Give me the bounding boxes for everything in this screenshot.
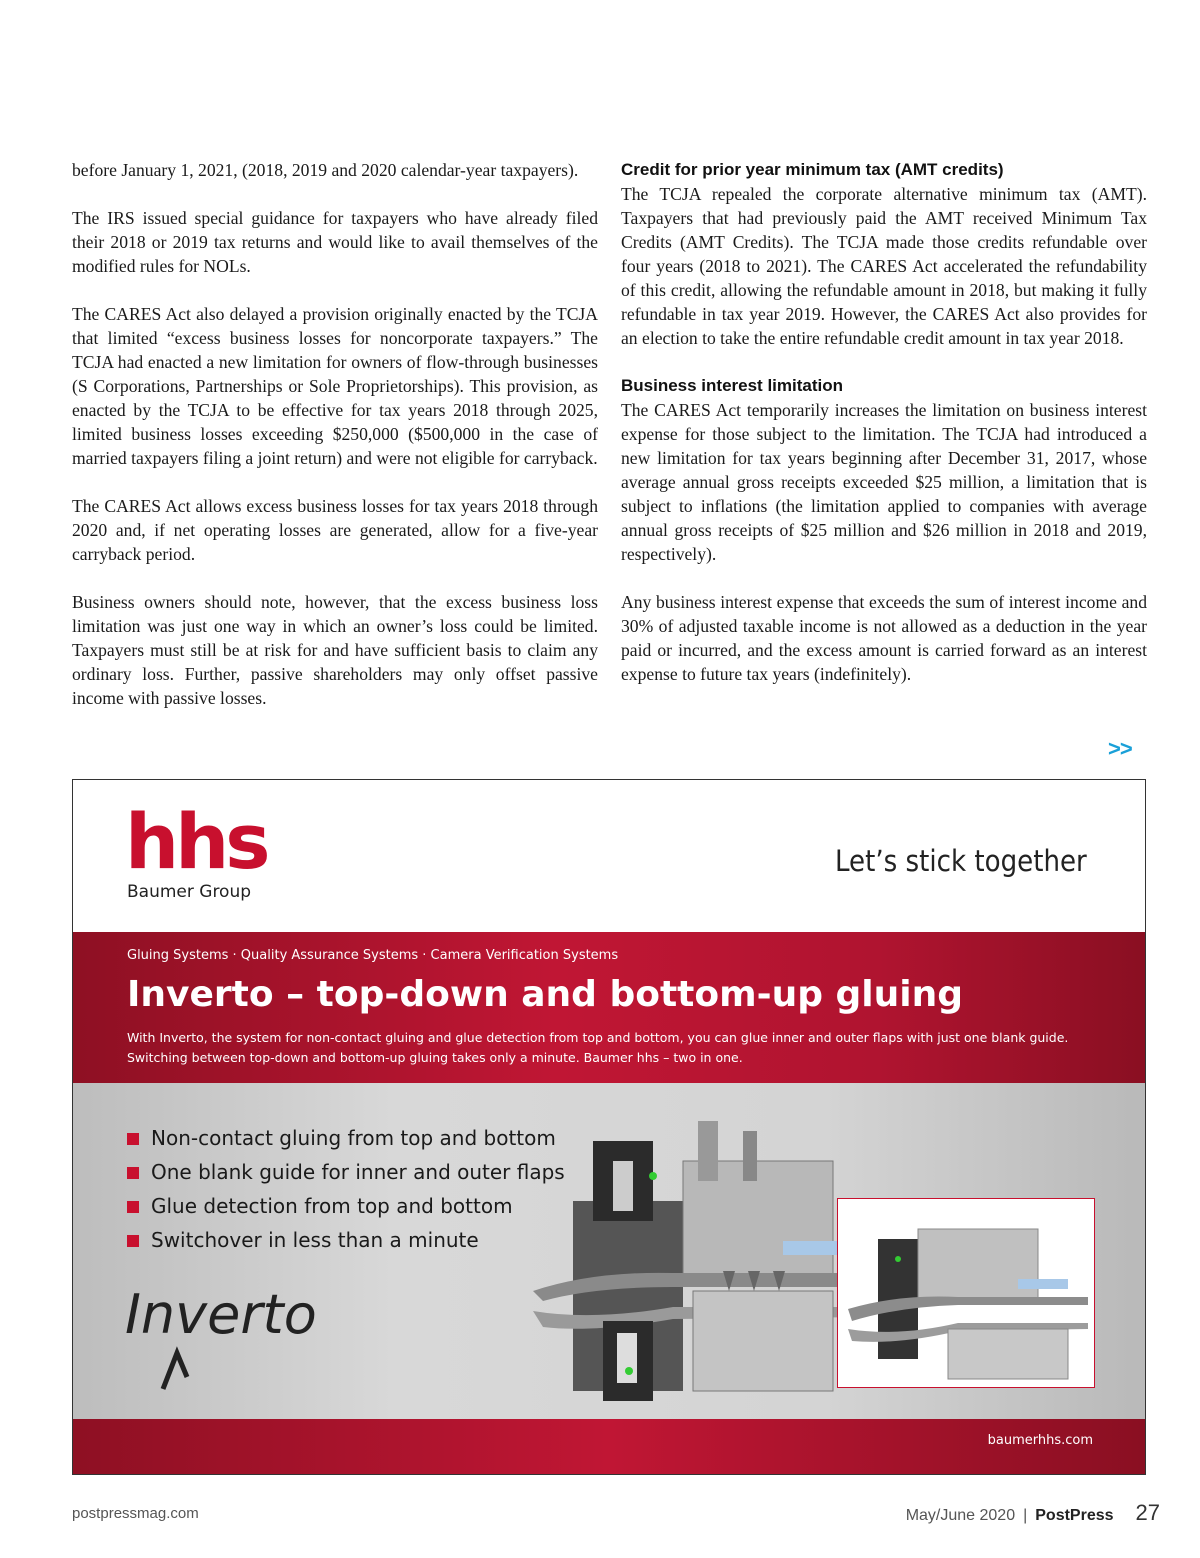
right-column xyxy=(621,158,1147,710)
bullet-square-icon xyxy=(127,1201,139,1213)
baumer-group-label: Baumer Group xyxy=(127,882,252,902)
ad-red-band xyxy=(73,932,1145,1083)
inset-machine-image xyxy=(837,1198,1095,1388)
right-paragraph-1: The TCJA repealed the corporate alternative minimum tax (AMT). Taxpayers that had previously paid the AMT received Minimum Tax Credits (AMT Credits). The TCJA made those credits refundable over four years (2018 to 2021). The CARES Act accelerated the refundability of this credit, allowing the refundable amount in 2018, but making it fully refundable in tax year 2019. However, the CARES Act also provides for an election to take the entire refundable credit amount in tax year 2018. xyxy=(621,184,1147,348)
advertisement[interactable] xyxy=(72,779,1146,1475)
right-paragraph-3: Any business interest expense that exceeds the sum of interest income and 30% of adjusted taxable income is not allowed as a deduction in the year paid or incurred, and the excess amount is carried forward as an interest expense to future tax years (indefinitely). xyxy=(621,592,1147,684)
footer-magazine-name: PostPress xyxy=(1035,1507,1114,1524)
inverto-logo xyxy=(125,1271,335,1391)
left-paragraph-5: Business owners should note, however, that the excess business loss limitation was just one way in which an owner’s loss could be limited. Taxpayers must still be at risk for and have sufficient basis to claim any ordinary loss. Further, passive shareholders may only offset passive income with passive losses. xyxy=(72,592,598,708)
footer-separator: | xyxy=(1023,1507,1028,1524)
footer-issue-info xyxy=(906,1500,1160,1526)
ad-website-link[interactable]: baumerhhs.com xyxy=(987,1433,1093,1448)
ad-product-area xyxy=(73,1083,1145,1419)
ad-categories: Gluing Systems · Quality Assurance Systems · Camera Verification Systems xyxy=(127,948,619,963)
bullet-square-icon xyxy=(127,1133,139,1145)
hhs-logo: hhs xyxy=(125,797,267,886)
feature-item: Non-contact gluing from top and bottom xyxy=(127,1121,565,1155)
right-paragraph-2: The CARES Act temporarily increases the limitation on business interest expense for those subject to the limitation. The TCJA had introduced a new limitation for tax years beginning after December 31, 2017, whose average annual gross receipts exceeded $25 million, a limitation that is subject to inflations (the limitation applied to companies with average annual gross receipts of $25 million and $26 million in 2018 and 2019, respectively). xyxy=(621,400,1147,564)
page-number: 27 xyxy=(1135,1500,1160,1525)
feature-list xyxy=(127,1121,565,1257)
heading-business-interest: Business interest limitation xyxy=(621,376,843,395)
ad-header xyxy=(73,780,1145,932)
left-column xyxy=(72,158,598,734)
ad-footer-band xyxy=(73,1419,1145,1475)
left-paragraph-3: The CARES Act also delayed a provision originally enacted by the TCJA that limited “excess business losses for noncorporate taxpayers.” The TCJA had enacted a new limitation for owners of flow-through businesses (S Corporations, Partnerships or Sole Proprietorships). This provision, as enacted by the TCJA to be effective for tax years 2018 through 2025, limited business losses exceeding $250,000 ($500,000 in the case of married taxpayers filing a joint return) and were not eligible for carryback. xyxy=(72,304,598,468)
feature-item: One blank guide for inner and outer flaps xyxy=(127,1155,565,1189)
bullet-square-icon xyxy=(127,1235,139,1247)
ad-tagline: Let’s stick together xyxy=(835,844,1087,878)
ad-headline: Inverto – top-down and bottom-up gluing xyxy=(127,974,963,1015)
inverto-logo-text: Inverto xyxy=(125,1283,317,1346)
ad-body-line-1: With Inverto, the system for non-contact gluing and glue detection from top and bottom, you can glue inner and outer flaps with just one blank guide. xyxy=(127,1030,1069,1045)
feature-item: Switchover in less than a minute xyxy=(127,1223,565,1257)
ad-body-line-2: Switching between top-down and bottom-up gluing takes only a minute. Baumer hhs – two in one. xyxy=(127,1050,743,1065)
heading-amt-credits: Credit for prior year minimum tax (AMT credits) xyxy=(621,160,1004,179)
continue-arrow[interactable]: >> xyxy=(1108,736,1132,761)
left-paragraph-1: before January 1, 2021, (2018, 2019 and 2020 calendar-year taxpayers). xyxy=(72,160,579,180)
gluing-machine-image xyxy=(533,1101,873,1419)
footer-website[interactable]: postpressmag.com xyxy=(72,1505,199,1522)
left-paragraph-2: The IRS issued special guidance for taxpayers who have already filed their 2018 or 2019 tax returns and would like to avail themselves of the modified rules for NOLs. xyxy=(72,208,598,276)
left-paragraph-4: The CARES Act allows excess business losses for tax years 2018 through 2020 and, if net operating losses are generated, allow for a five-year carryback period. xyxy=(72,496,598,564)
bullet-square-icon xyxy=(127,1167,139,1179)
ad-body xyxy=(127,1028,1087,1068)
feature-item: Glue detection from top and bottom xyxy=(127,1189,565,1223)
footer-issue-date: May/June 2020 xyxy=(905,1507,1016,1524)
